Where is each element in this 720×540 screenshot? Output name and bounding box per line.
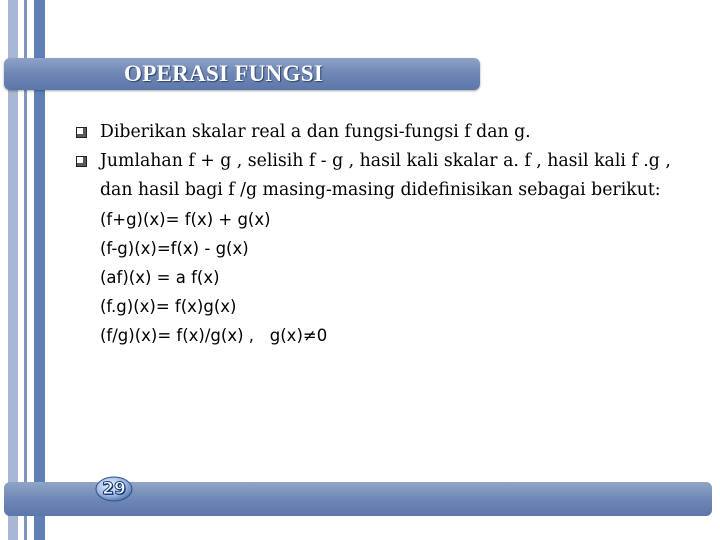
formula-line: (f+g)(x)= f(x) + g(x): [100, 210, 271, 229]
bullet-text: Jumlahan f + g , selisih f - g , hasil kali skalar a. f , hasil kali f .g , dan hasil bagi f /g masing-masing didefinisikan sebagai berikut:: [100, 151, 671, 200]
formula-line: (af)(x) = a f(x): [100, 268, 220, 287]
formula-line: (f/g)(x)= f(x)/g(x) , g(x)≠0: [100, 326, 328, 345]
formula-line: (f.g)(x)= f(x)g(x): [100, 297, 237, 316]
checkbox-bullet-icon: [76, 127, 87, 138]
slide-title: OPERASI FUNGSI: [124, 61, 324, 86]
bullet-item: [76, 147, 706, 205]
slide-content: [76, 118, 706, 350]
checkbox-bullet-icon: [76, 156, 87, 167]
page-number: 29: [102, 479, 126, 499]
formula-line: (f-g)(x)=f(x) - g(x): [100, 239, 249, 258]
bullet-item: [76, 118, 706, 147]
bullet-text: Diberikan skalar real a dan fungsi-fungsi f dan g.: [100, 122, 531, 142]
